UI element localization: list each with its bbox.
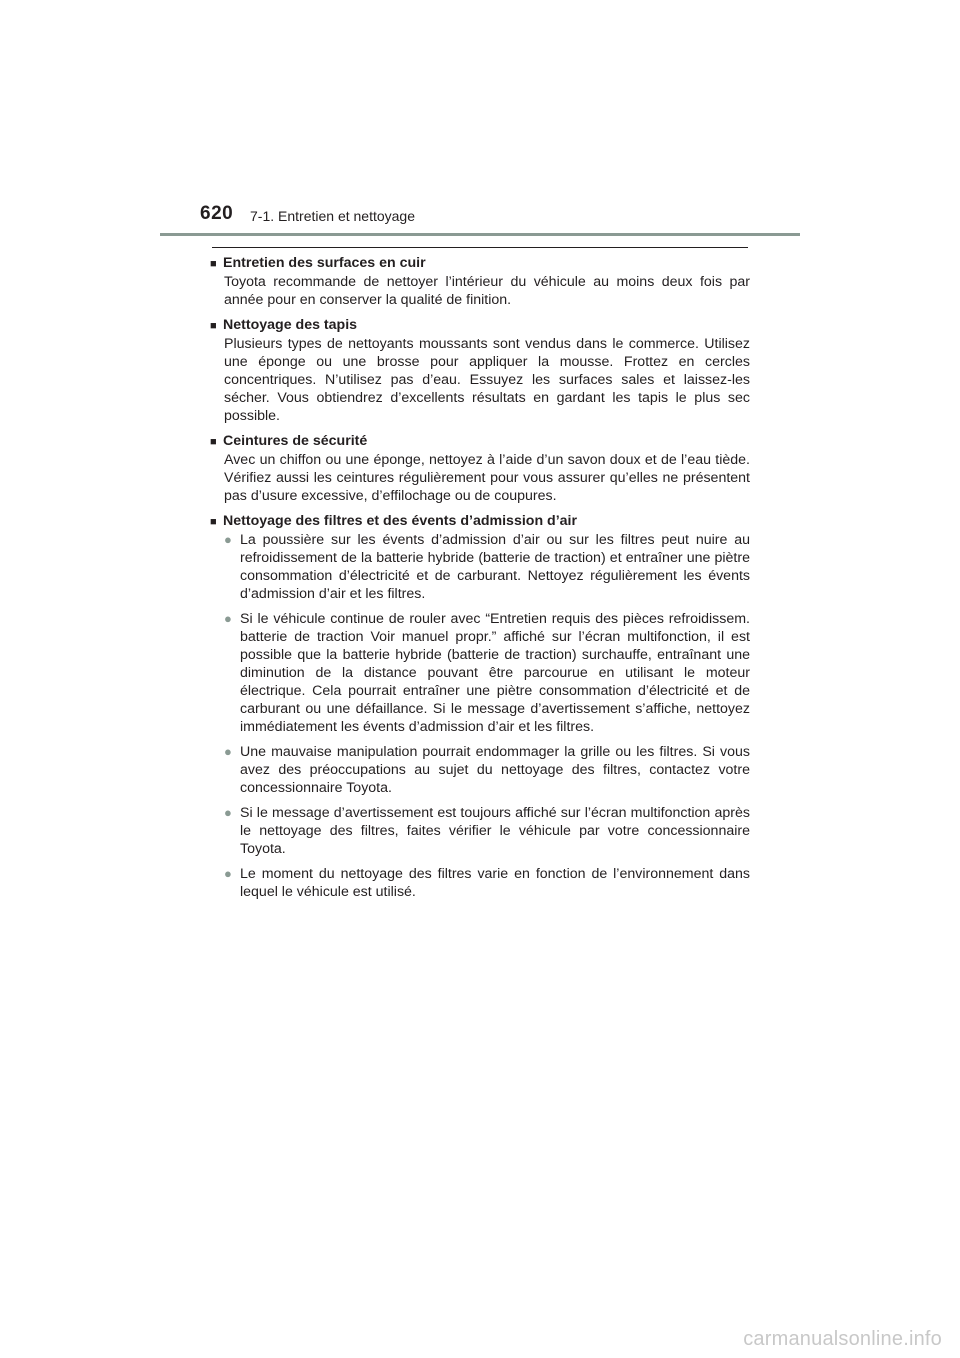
section-carpets bbox=[210, 316, 750, 425]
page-number: 620 bbox=[200, 203, 234, 224]
square-bullet-icon: ■ bbox=[210, 320, 217, 332]
list-item bbox=[224, 804, 750, 858]
circle-bullet-icon: ● bbox=[224, 611, 232, 626]
bullet-text: Si le véhicule continue de rouler avec “Entretien requis des pièces refroidissem. batterie de traction Voir manuel propr.” affiché sur l’écran multifonction, il est possible que la batterie hybride (batterie de traction) surchauffe, entraînant une diminution de la distance pouvant être parcourue en utilisant le moteur électrique. Cela pourrait entraîner une piètre consommation d’électricité et de carburant ou une défaillance. Si le message d’avertissement s’affiche, nettoyez immédiatement les évents d’admission d’air et les filtres. bbox=[240, 611, 750, 735]
section-title: 7-1. Entretien et nettoyage bbox=[250, 208, 415, 224]
list-item bbox=[224, 865, 750, 901]
square-bullet-icon: ■ bbox=[210, 516, 217, 528]
section-paragraph: Toyota recommande de nettoyer l’intérieur du véhicule au moins deux fois par année pour en conserver la qualité de finition. bbox=[224, 274, 750, 308]
section-filters bbox=[210, 512, 750, 901]
section-heading bbox=[210, 432, 750, 451]
watermark-link[interactable]: carmanualsonline.info bbox=[743, 1328, 942, 1350]
page-content bbox=[210, 254, 750, 908]
list-item bbox=[224, 610, 750, 736]
square-bullet-icon: ■ bbox=[210, 258, 217, 270]
content-rule bbox=[212, 247, 748, 248]
heading-text: Nettoyage des filtres et des évents d’admission d’air bbox=[223, 513, 578, 529]
bullet-text: Une mauvaise manipulation pourrait endommager la grille ou les filtres. Si vous avez des préoccupations au sujet du nettoyage des filtres, contactez votre concessionnaire Toyota. bbox=[240, 744, 750, 796]
section-heading bbox=[210, 316, 750, 335]
heading-text: Nettoyage des tapis bbox=[223, 317, 358, 333]
header-rule bbox=[160, 233, 800, 236]
circle-bullet-icon: ● bbox=[224, 805, 232, 820]
list-item bbox=[224, 531, 750, 603]
bullet-text: Si le message d’avertissement est toujours affiché sur l’écran multifonction après le nettoyage des filtres, faites vérifier le véhicule par votre concessionnaire Toyota. bbox=[240, 805, 750, 857]
list-item bbox=[224, 743, 750, 797]
section-paragraph: Avec un chiffon ou une éponge, nettoyez à l’aide d’un savon doux et de l’eau tiède. Vérifiez aussi les ceintures régulièrement pour vous assurer qu’elles ne présentent pas d’usure excessive, d’effilochage ou de coupures. bbox=[224, 452, 750, 504]
heading-text: Entretien des surfaces en cuir bbox=[223, 255, 426, 271]
section-seatbelts bbox=[210, 432, 750, 505]
square-bullet-icon: ■ bbox=[210, 436, 217, 448]
section-paragraph: Plusieurs types de nettoyants moussants sont vendus dans le commerce. Utilisez une éponge ou une brosse pour appliquer la mousse. Frottez en cercles concentriques. N’utilisez pas d’eau. Essuyez les surfaces sales et laissez-les sécher. Vous obtiendrez d’excellents résultats en gardant les tapis le plus sec possible. bbox=[224, 336, 750, 424]
heading-text: Ceintures de sécurité bbox=[223, 433, 368, 449]
section-heading bbox=[210, 512, 750, 531]
circle-bullet-icon: ● bbox=[224, 532, 232, 547]
bullet-text: La poussière sur les évents d’admission d’air ou sur les filtres peut nuire au refroidissement de la batterie hybride (batterie de traction) et entraîner une piètre consommation d’électricité et de carburant. Nettoyez régulièrement les évents d’admission d’air et les filtres. bbox=[240, 532, 750, 602]
circle-bullet-icon: ● bbox=[224, 744, 232, 759]
section-leather bbox=[210, 254, 750, 309]
section-heading bbox=[210, 254, 750, 273]
circle-bullet-icon: ● bbox=[224, 866, 232, 881]
bullet-text: Le moment du nettoyage des filtres varie en fonction de l’environnement dans lequel le véhicule est utilisé. bbox=[240, 866, 750, 900]
